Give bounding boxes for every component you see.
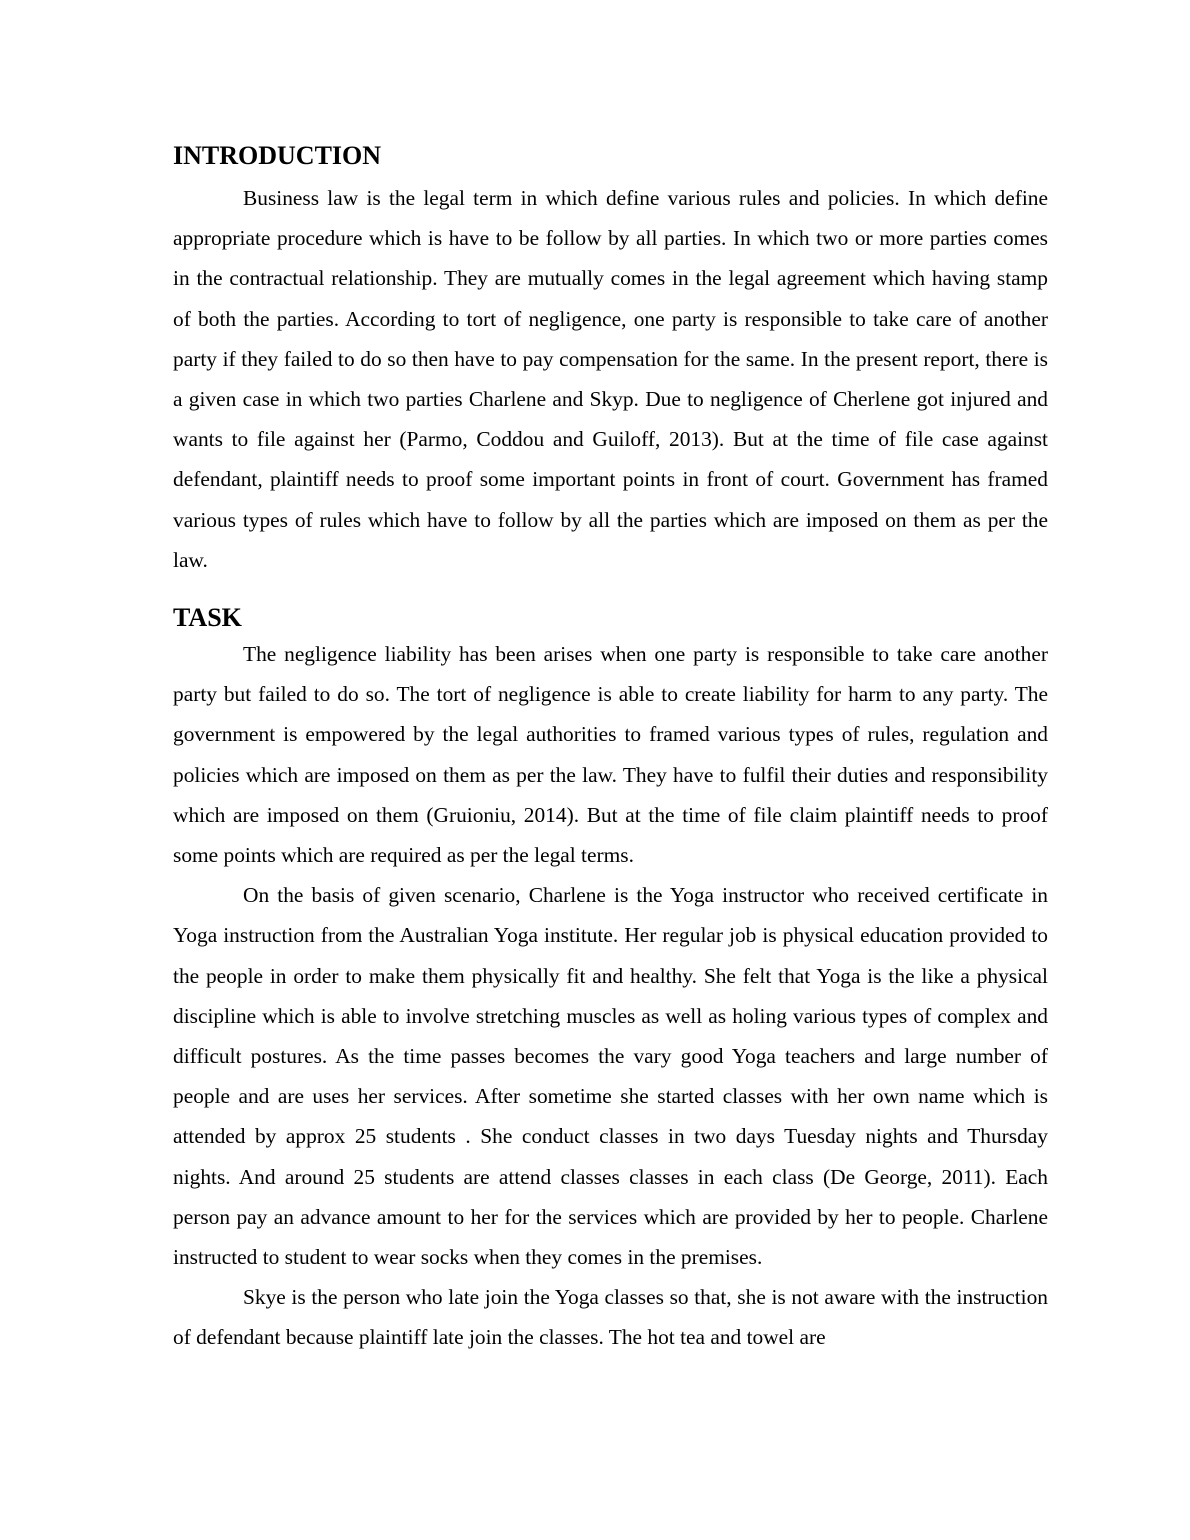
task-paragraph-2: On the basis of given scenario, Charlene is the Yoga instructor who received certificate in Yoga instruction from the Australian Yoga institute. Her regular job is physical education provided to the people in order to make them physically fit and healthy. She felt that Yoga is the like a physical discipline which is able to involve stretching muscles as well as holing various types of complex and difficult postures. As the time passes becomes the vary good Yoga teachers and large number of people and are uses her services. After sometime she started classes with her own name which is attended by approx 25 students . She conduct classes in two days Tuesday nights and Thursday nights. And around 25 students are attend classes classes in each class (De George, 2011). Each person pay an advance amount to her for the services which are provided by her to people. Charlene instructed to student to wear socks when they comes in the premises.	[173, 883, 1048, 1270]
introduction-paragraph: Business law is the legal term in which define various rules and policies. In which define appropriate procedure which is have to be follow by all parties. In which two or more parties comes in the contractual relationship. They are mutually comes in the legal agreement which having stamp of both the parties. According to tort of negligence, one party is responsible to take care of another party if they failed to do so then have to pay compensation for the same. In the present report, there is a given case in which two parties Charlene and Skyp. Due to negligence of Cherlene got injured and wants to file against her (Parmo, Coddou and Guiloff, 2013). But at the time of file case against defendant, plaintiff needs to proof some important points in front of court. Government has framed various types of rules which have to follow by all the parties which are imposed on them as per the law.	[173, 186, 1048, 572]
task-paragraph-3: Skye is the person who late join the Yoga classes so that, she is not aware with the instruction of defendant because plaintiff late join the classes. The hot tea and towel are	[173, 1285, 1048, 1350]
introduction-heading: INTRODUCTION	[173, 141, 382, 170]
task-heading: TASK	[173, 603, 242, 633]
task-paragraph-1: The negligence liability has been arises when one party is responsible to take care another party but failed to do so. The tort of negligence is able to create liability for harm to any party. The government is empowered by the legal authorities to framed various types of rules, regulation and policies which are imposed on them as per the law. They have to fulfil their duties and responsibility which are imposed on them (Gruioniu, 2014). But at the time of file claim plaintiff needs to proof some points which are required as per the legal terms.	[173, 642, 1048, 868]
document-page	[173, 138, 1048, 1358]
